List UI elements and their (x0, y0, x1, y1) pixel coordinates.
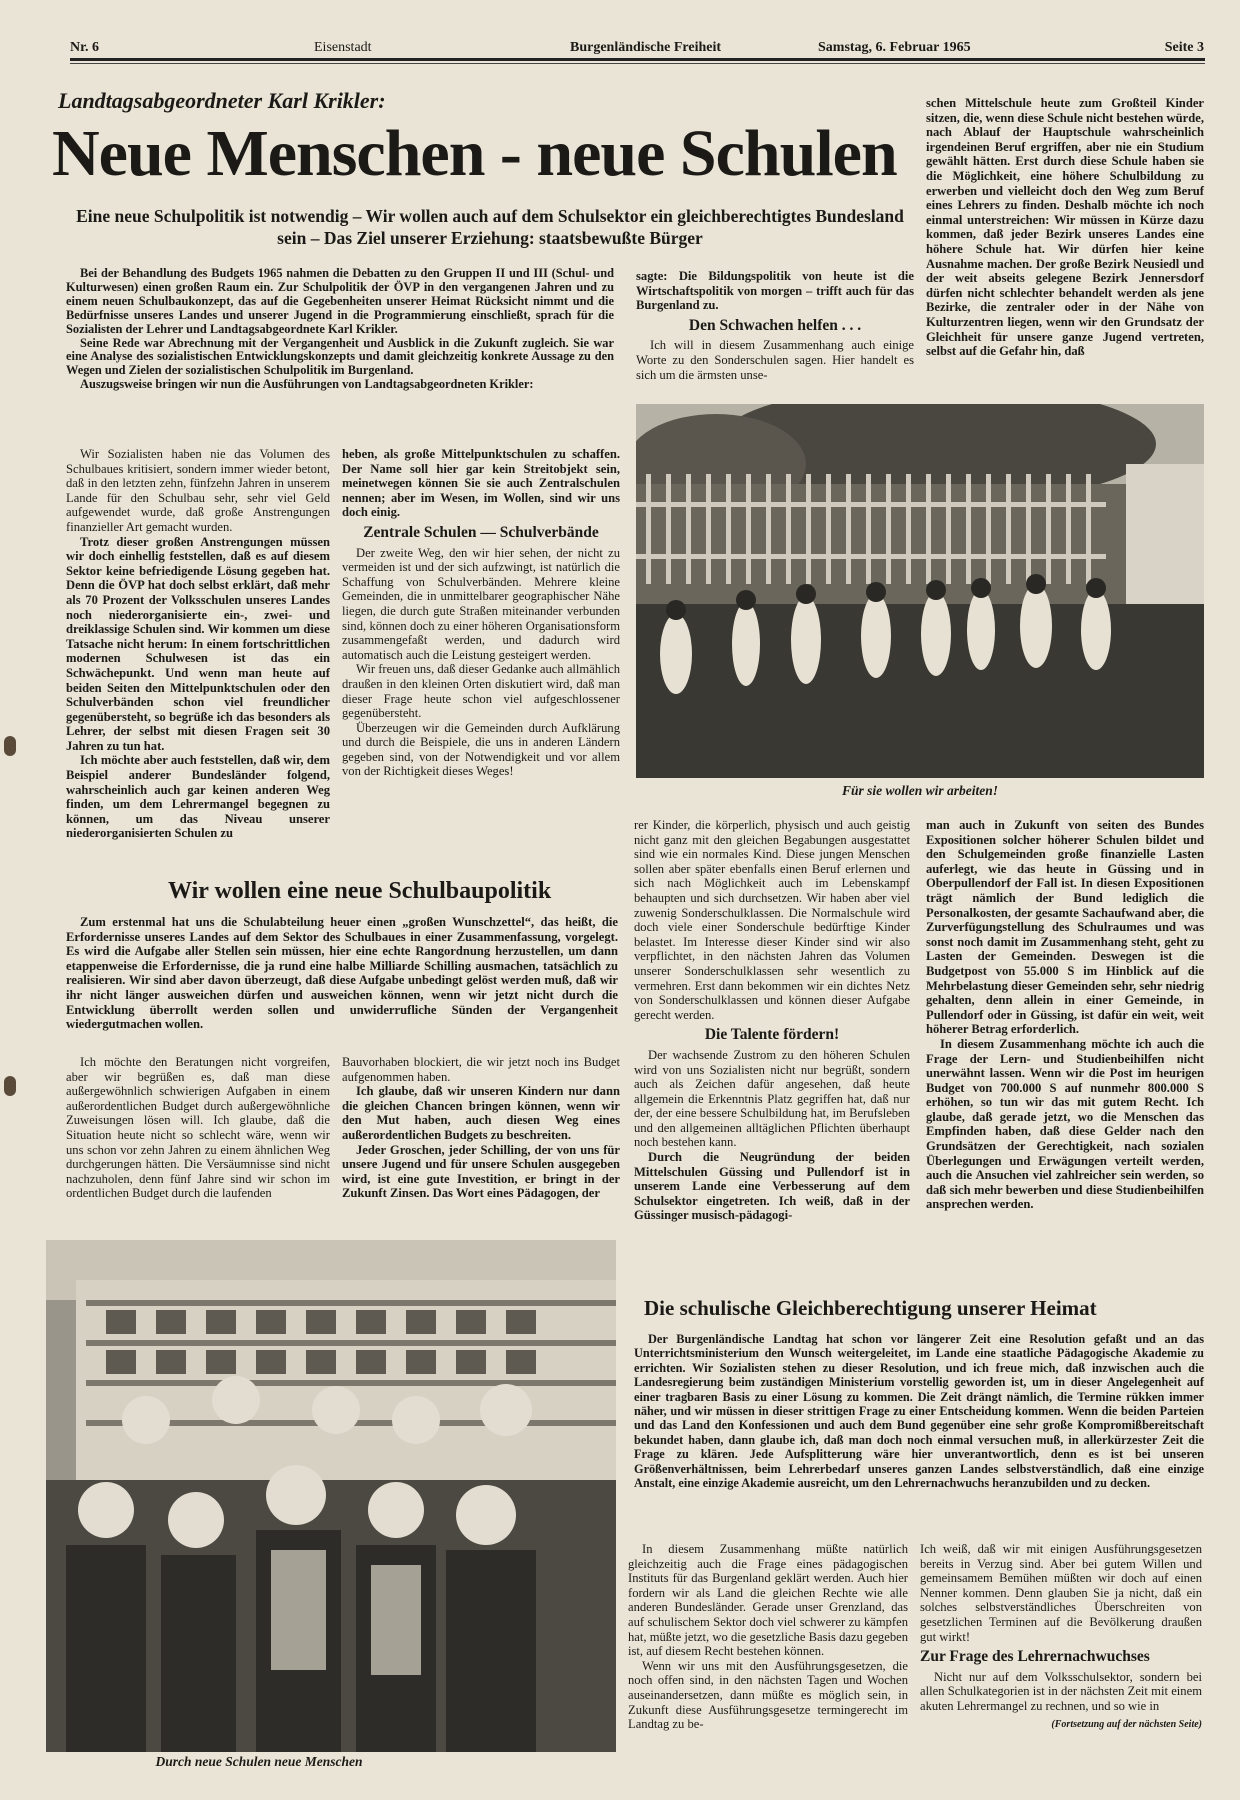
column-4-bottom (920, 1542, 1202, 1732)
punch-hole (4, 736, 16, 756)
column-right-top (926, 96, 1204, 359)
continuation-note: (Fortsetzung auf der nächsten Seite) (1051, 1718, 1202, 1730)
photo-image (46, 1240, 616, 1752)
column-3 (634, 818, 910, 1223)
column-2 (342, 447, 620, 779)
paragraph: Bauvorhaben blockiert, die wir jetzt noch ins Budget aufgenommen haben. (342, 1055, 620, 1084)
paragraph: Wir Sozialisten haben nie das Volumen des Schulbaues kritisiert, sondern immer wieder betont, daß in den letzten zehn, fünfzehn Jahren in unserem Lande für den Schulbau sehr, sehr viel Geld aufgewendet wurde, daß große Anstrengungen finanzieller Art gemacht wurden. (66, 447, 330, 534)
section-lead (66, 915, 618, 1032)
paragraph: Ich möchte aber auch feststellen, daß wir, dem Beispiel anderer Bundesländer folgend, wahrscheinlich auch gar keinen anderen Weg finden, um dem Lehrermangel begegnen zu können, um das Niveau unserer niederorganisierten Schulen zu (66, 753, 330, 841)
subheading: Den Schwachen helfen . . . (688, 316, 862, 334)
lead-text (66, 267, 614, 392)
paragraph: Nicht nur auf dem Volksschulsektor, sondern bei allen Schulkategorien ist in der nächsten Zeit mit einem akuten Lehrermangel zu rechnen, und so wie in (920, 1669, 1202, 1713)
paragraph: Zum erstenmal hat uns die Schulabteilung heuer einen „großen Wunschzettel“, das heißt, die Erfordernisse unseres Landes auf dem Sektor des Schulbaues in einer Zusammenfassung, vorgelegt. Es wird die Aufgabe aller Stellen sein müssen, hier eine echte Rangordnung herzustellen, um dann etappenweise die Erfordernisse, die ja rund eine halbe Milliarde Schilling ausmachen, tatsächlich zu realisieren. Wir sind aber davon überzeugt, daß diese Aufgabe unbedingt gelöst werden muß, daß wir ihr nicht länger ausweichen dürfen und ausweichen können, wenn wir jetzt nicht durch die Entwicklung überrollt werden sollen und unwiderrufliche Sünden der Vergangenheit wiedergutmachen wollen. (66, 915, 618, 1032)
paragraph: heben, als große Mittelpunktschulen zu schaffen. Der Name soll hier gar kein Streitobjekt sein, meinetwegen können Sie sie auch Zentralschulen nennen; aber im Wesen, im Wollen, sind wir uns doch einig. (342, 447, 620, 520)
photo-schoolchildren (46, 1240, 616, 1752)
column-mid-top (636, 269, 914, 382)
page-header (70, 38, 1204, 60)
paragraph: Ich weiß, daß wir mit einigen Ausführungsgesetzen bereits in Verzug sind. Aber bei gutem Willen und gemeinsamem Bemühen müßten wir doch auf einen Nenner kommen. Denn glauben Sie ja nicht, daß ein solches selbstverständliches Überschreiten von gesetzlichen Terminen auf die Bevölkerung draußen gut wirkt! (920, 1542, 1202, 1644)
paragraph: Der zweite Weg, den wir hier sehen, der nicht zu vermeiden ist und der sich aufzwingt, ist natürlich die Schaffung von Schulverbänden. Mehrere kleine Gemeinden, die in unmittelbarer geographischer Nähe liegen, die durch gute Straßen miteinander verbunden sind, können doch zu einer höheren Organisationsform zusammengefaßt werden, und dadurch wird automatisch auch die Leistung gesteigert werden. (342, 545, 620, 662)
column-3-bottom (628, 1542, 908, 1732)
subheading: Zur Frage des Lehrernachwuchses (920, 1648, 1150, 1666)
photo-caption: Für sie wollen wir arbeiten! (841, 783, 999, 798)
photo-caption: Durch neue Schulen neue Menschen (155, 1754, 363, 1769)
paragraph: man auch in Zukunft von seiten des Bundes Expositionen solcher höherer Schulen bildet und den Schulgemeinden große finanzielle Lasten auferlegt, wie das heute in Güssing und in Oberpullendorf der Fall ist. In diesen Expositionen trägt nämlich der Bund lediglich die Personalkosten, der gesamte Sachaufwand aber, die Zurverfügungstellung des Schulraumes und was sonst noch damit im Zusammenhang steht, geht zu Lasten der Gemeinden. Deswegen ist die Budgetpost von 55.000 S im Hinblick auf die Mehrbelastung dieser Gemeinden sehr, sehr niedrig gehalten, denn allein in einer Gemeinde, in Pullendorf oder in Güssing, ist dafür ein weit, weit höherer Betrag erforderlich. (926, 818, 1204, 1037)
paragraph: Ich möchte den Beratungen nicht vorgreifen, aber wir begrüßen es, daß man diese außergewöhnlich schwierigen Aufgaben in einem außerordentlichen Budget durch außergewöhnliche Zuweisungen lösen will. Ich glaube, daß die Situation heute nicht so schlecht wäre, wenn wir uns schon vor zehn Jahren zu einem ähnlichen Weg durchgerungen hätten. Die Versäumnisse sind nicht nachzuholen, denn fünf Jahre sind wir schon im ordentlichen Budget durch die laufenden (66, 1055, 330, 1201)
deck: Eine neue Schulpolitik ist notwendig – Wir wollen auch auf dem Schulsektor ein gleichberechtigtes Bundesland sein – Das Ziel unserer Erziehung: staatsbewußte Bürger (76, 206, 904, 248)
kicker: Landtagsabgeordneter Karl Krikler: (58, 88, 386, 113)
page-title: Neue Menschen - neue Schulen (52, 117, 897, 190)
page-number: Seite 3 (1164, 40, 1204, 55)
paragraph: Wenn wir uns mit den Ausführungsgesetzen, die noch offen sind, in den nächsten Tagen und Wochen auseinandersetzen, dann müßte es möglich sein, in Zukunft diese Ausführungsgesetze termingerecht im Landtag zu be- (628, 1658, 908, 1732)
paragraph: Trotz dieser großen Anstrengungen müssen wir doch einhellig feststellen, daß es auf diesem Sektor keine befriedigende Lösung gegeben hat. Denn die ÖVP hat doch selbst erklärt, daß mehr als 70 Prozent der Volksschulen unseres Landes noch niederorganisierte ein-, zwei- und dreiklassige Schulen sind. Wir kommen um diese Tatsache nicht herum: In einem fortschrittlichen modernen Schulwesen ist das ein Schwächepunkt. Und wenn man heute auf beiden Seiten den Mittelpunktschulen oder den Schulverbänden schon viel freundlicher gegenübersteht, so begrüße ich das besonders als Lehrer, der selbst mit diesen Fragen seit 30 Jahren zu tun hat. (66, 534, 330, 753)
photo-children-walking (636, 404, 1204, 778)
column-4 (926, 818, 1204, 1212)
paragraph: Durch die Neugründung der beiden Mittelschulen Güssing und Pullendorf ist in unserem Lande eine Verbesserung auf dem Schulsektor eingetreten. Ich weiß, daß in der Güssinger musisch-pädagogi- (634, 1150, 910, 1223)
punch-hole (4, 1076, 16, 1096)
header-rule (70, 58, 1205, 61)
column-1 (66, 447, 330, 841)
paragraph: Bei der Behandlung des Budgets 1965 nahmen die Debatten zu den Gruppen II und III (Schul- und Kulturwesen) einen großen Raum ein. Zur Schulpolitik der ÖVP in den vergangenen Jahren und zu einem neuen Schulbaukonzept, das auf die Gegebenheiten unserer Heimat Rücksicht nimmt und die Bedürfnisse unseres Landes und unserer Jugend in die Programmierung einschließt, sprach für die Sozialisten der Lehrer und Landtagsabgeordnete Karl Krikler. (66, 266, 614, 336)
subheading: Zentrale Schulen — Schulverbände (363, 523, 599, 541)
paragraph: schen Mittelschule heute zum Großteil Kinder sitzen, die, wenn diese Schule nicht bestehen würde, nach Ablauf der Hauptschule wahrscheinlich irgendeinen Beruf ergriffen, aber nie ein Studium gewählt hätten. Erst durch diese Schule haben sie die Möglichkeit, eine höhere Schulbildung zu erwerben und vielleicht doch den Weg zum Beruf eines Lehrers zu finden. Deshalb möchte ich noch einmal unterstreichen: Wir müssen in Kürze dazu kommen, daß jeder Bezirk unseres Landes eine höhere Schule hat. Wir dürfen hier keine Ausnahme machen. Der große Bezirk Neusiedl und der weit abseits gelegene Bezirk Jennersdorf dürfen nicht schlechter behandelt werden als jene Bezirke, die zentraler oder in der Nähe von Kulturzentren liegen, wenn wir den Grundsatz der Gleichheit für unsere ganze Jugend vertreten, selbst auf die Gefahr hin, daß (926, 96, 1204, 359)
paragraph: Auszugsweise bringen wir nun die Ausführungen von Landtagsabgeordneten Krikler: (80, 377, 534, 392)
paragraph: sagte: Die Bildungspolitik von heute ist die Wirtschaftspolitik von morgen – trifft auch für das Burgenland zu. (636, 269, 914, 313)
subheading: Die Talente fördern! (704, 1026, 840, 1044)
photo-image (636, 404, 1204, 778)
paragraph: Der Burgenländische Landtag hat schon vor längerer Zeit eine Resolution gefaßt und an das Unterrichtsministerium den Wunsch weitergeleitet, im Lande eine staatliche Pädagogische Akademie zu errichten. Wir Sozialisten stehen zu dieser Resolution, und ich freue mich, daß inzwischen auch die Landesregierung beim zuständigen Ministerium vorstellig geworden ist, um in dieser Angelegenheit auf einer tragbaren Basis zu einer Lösung zu kommen. Die Zeit drängt nämlich, die Termine rükken immer näher, und wir müssen in dieser strittigen Frage zu einer Entscheidung kommen. Wenn die beiden Parteien und das Land den Konfessionen und auch dem Bund gegenüber eine sehr große Kompromißbereitschaft bekundet haben, dann glaube ich, daß man doch noch einmal versuchen muß, in allerkürzester Zeit die Frage zu klären. Jede Aufsplitterung wäre hier unverantwortlich, denn es ist bei unseren Größenverhältnissen, beim Lehrerbedarf unseres ganzen Landes selbstverständlich, daß eine einzige Anstalt, eine einzige Akademie ausreicht, um den Lehrernachwuchs heranzubilden und zu decken. (634, 1332, 1204, 1491)
paragraph: Seine Rede war Abrechnung mit der Vergangenheit und Ausblick in die Zukunft zugleich. Sie war eine Analyse des sozialistischen Entwicklungskonzepts und damit gleichzeitig konkrete Aussage zu den Wegen und Zielen der sozialistischen Schulpolitik im Burgenland. (66, 335, 614, 378)
column-2-bottom (342, 1055, 620, 1201)
newspaper-name: Burgenländische Freiheit (570, 40, 722, 55)
issue-number: Nr. 6 (70, 40, 100, 55)
section-heading: Wir wollen eine neue Schulbaupolitik (168, 878, 552, 904)
paragraph: In diesem Zusammenhang möchte ich auch die Frage der Lern- und Studienbeihilfen nicht unerwähnt lassen. Wenn wir die Post im heurigen Budget von 700.000 S auf nunmehr 800.000 S erhöhen, so tun wir das mit gutem Recht. Ich glaube, daß gerade jetzt, wo die Menschen das Empfinden haben, daß diese Gelder nach den Grundsätzen der Gerechtigkeit, nach sozialen Überlegungen und Erwägungen verteilt werden, auch die Ansuchen viel zahlreicher sein werden, so daß sich mehr bewerben und diese Studienbeihilfen ansprechen werden. (926, 1036, 1204, 1212)
place: Eisenstadt (314, 40, 372, 55)
paragraph: Überzeugen wir die Gemeinden durch Aufklärung und durch die Beispiele, die uns in anderen Ländern gegeben sind, von der Notwendigkeit und vor allem von der Richtigkeit dieses Weges! (342, 720, 620, 779)
column-1-bottom (66, 1055, 330, 1201)
paragraph: rer Kinder, die körperlich, physisch und auch geistig nicht ganz mit den gleichen Begabungen ausgestattet sind wie ein normales Kind. Diese jungen Menschen sollen aber später ebenfalls einen Beruf erlernen und sich nach Möglichkeit auch im Lebenskampf behaupten und sich durchsetzen. Wir haben aber viel zuwenig Sonderschulklassen. Die Normalschule wird doch viele einer Sonderschule bedürftige Kinder belastet. Im Interesse dieser Kinder sind wir also verpflichtet, in den nächsten Jahren das Volumen unserer Sonderschulklassen sehr wesentlich zu vermehren. Erst dann bekommen wir ein dichtes Netz von Sonderschulklassen und können dieser Aufgabe gerecht werden. (634, 818, 910, 1022)
paragraph: Der wachsende Zustrom zu den höheren Schulen wird von uns Sozialisten nicht nur begrüßt, sondern auch als Zeichen dafür angesehen, daß heute allgemein die Erkenntnis Platz gegriffen hat, daß nur der, der eine bessere Schulbildung hat, im Berufsleben und den allgemeinen alltäglichen Pflichten überhaupt noch bestehen kann. (634, 1047, 910, 1150)
paragraph: In diesem Zusammenhang müßte natürlich gleichzeitig auch die Frage eines pädagogischen Instituts für das Burgenland geklärt werden. Auch hier fordern wir als Land die gleichen Rechte wie alle anderen Bundesländer. Gerade unser Grenzland, das auf schulischem Sektor doch viel schwerer zu kämpfen hat, müßte jetzt, wo die gesetzliche Basis dazu gegeben ist, auf diesem Recht bestehen können. (628, 1542, 908, 1659)
paragraph: Ich glaube, daß wir unseren Kindern nur dann die gleichen Chancen bringen können, wenn wir den Mut haben, auch diesen Weg eines außerordentlichen Budgets zu beschreiten. (342, 1084, 620, 1142)
date: Samstag, 6. Februar 1965 (818, 40, 971, 55)
paragraph: Wir freuen uns, daß dieser Gedanke auch allmählich draußen in den kleinen Orten diskutiert wird, daß man dieser Frage heute schon viel aufgeschlossener gegenübersteht. (342, 662, 620, 721)
paragraph: Ich will in diesem Zusammenhang auch einige Worte zu den Sonderschulen sagen. Hier handelt es sich um die ärmsten unse- (636, 338, 914, 382)
section-heading: Die schulische Gleichberechtigung unserer Heimat (644, 1296, 1097, 1320)
section-lead (634, 1332, 1204, 1490)
paragraph: Jeder Groschen, jeder Schilling, der von uns für unsere Jugend und für unsere Schulen ausgegeben wird, ist eine gute Investition, er bringt in der Zukunft Zinsen. Das Wort eines Pädagogen, der (342, 1142, 620, 1201)
header-rule-thin (70, 63, 1205, 64)
